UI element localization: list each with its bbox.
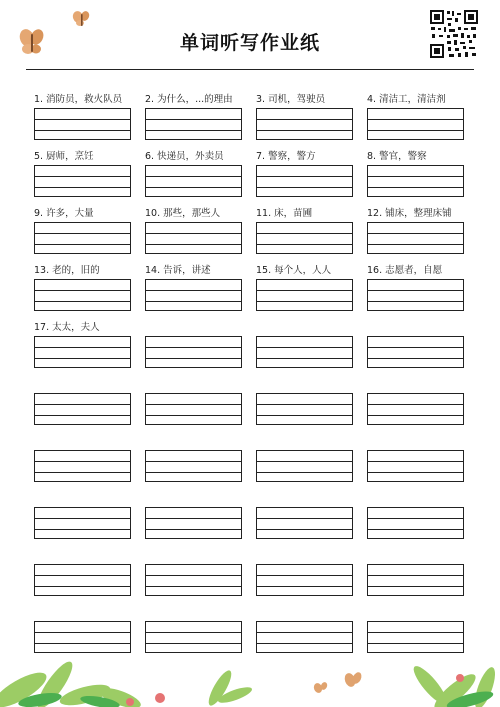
writing-line — [368, 290, 463, 291]
writing-box[interactable] — [145, 564, 242, 596]
writing-line — [257, 290, 352, 291]
word-prompt: 13. 老的，旧的 — [34, 265, 100, 276]
word-prompt: 5. 厨师，烹饪 — [34, 151, 94, 162]
writing-box[interactable] — [256, 507, 353, 539]
writing-box[interactable] — [256, 165, 353, 197]
writing-line — [146, 518, 241, 519]
word-cell — [34, 491, 131, 539]
writing-box[interactable] — [34, 336, 131, 368]
word-cell — [367, 320, 464, 368]
writing-line — [146, 632, 241, 633]
writing-line — [257, 404, 352, 405]
writing-box[interactable] — [34, 279, 131, 311]
word-prompt: 7. 警察，警方 — [256, 151, 316, 162]
word-cell — [34, 92, 131, 140]
word-prompt — [34, 491, 131, 506]
writing-box[interactable] — [145, 336, 242, 368]
writing-line — [368, 358, 463, 359]
word-cell — [145, 377, 242, 425]
writing-line — [257, 119, 352, 120]
writing-box[interactable] — [367, 450, 464, 482]
writing-line — [368, 575, 463, 576]
word-prompt: 12. 铺床，整理床铺 — [367, 208, 452, 219]
writing-line — [146, 301, 241, 302]
writing-box[interactable] — [256, 393, 353, 425]
writing-line — [35, 518, 130, 519]
writing-line — [35, 529, 130, 530]
writing-line — [146, 358, 241, 359]
writing-line — [35, 244, 130, 245]
writing-line — [35, 586, 130, 587]
writing-line — [35, 632, 130, 633]
writing-box[interactable] — [256, 336, 353, 368]
word-prompt — [145, 320, 242, 335]
writing-line — [257, 358, 352, 359]
word-cell — [34, 263, 131, 311]
word-prompt — [256, 377, 353, 392]
writing-box[interactable] — [256, 108, 353, 140]
word-cell — [367, 92, 464, 140]
leaf-decoration — [0, 640, 500, 707]
writing-box[interactable] — [145, 165, 242, 197]
writing-line — [35, 461, 130, 462]
writing-box[interactable] — [34, 222, 131, 254]
word-prompt — [367, 491, 464, 506]
writing-line — [368, 472, 463, 473]
writing-line — [35, 415, 130, 416]
word-prompt: 2. 为什么，...的理由 — [145, 94, 233, 105]
writing-line — [146, 472, 241, 473]
writing-line — [257, 130, 352, 131]
writing-line — [146, 130, 241, 131]
word-prompt — [256, 605, 353, 620]
writing-box[interactable] — [367, 393, 464, 425]
word-prompt: 9. 许多，大量 — [34, 208, 94, 219]
writing-box[interactable] — [145, 393, 242, 425]
writing-box[interactable] — [34, 165, 131, 197]
writing-line — [368, 347, 463, 348]
writing-line — [368, 187, 463, 188]
word-cell — [256, 434, 353, 482]
writing-line — [368, 632, 463, 633]
writing-line — [35, 233, 130, 234]
writing-line — [146, 176, 241, 177]
word-prompt — [256, 434, 353, 449]
word-prompt: 1. 消防员，救火队员 — [34, 94, 123, 105]
writing-box[interactable] — [34, 507, 131, 539]
writing-line — [35, 472, 130, 473]
writing-line — [257, 575, 352, 576]
writing-line — [368, 415, 463, 416]
writing-line — [35, 301, 130, 302]
word-prompt: 15. 每个人，人人 — [256, 265, 332, 276]
word-prompt — [145, 491, 242, 506]
word-cell — [145, 434, 242, 482]
writing-line — [257, 301, 352, 302]
writing-line — [368, 244, 463, 245]
writing-line — [368, 586, 463, 587]
writing-line — [257, 472, 352, 473]
word-cell — [34, 434, 131, 482]
word-cell — [367, 548, 464, 596]
word-prompt: 16. 志愿者，自愿 — [367, 265, 443, 276]
word-prompt — [34, 377, 131, 392]
word-cell — [367, 263, 464, 311]
word-cell — [34, 548, 131, 596]
writing-box[interactable] — [256, 222, 353, 254]
writing-box[interactable] — [34, 564, 131, 596]
word-cell — [256, 491, 353, 539]
writing-box[interactable] — [34, 108, 131, 140]
writing-line — [257, 586, 352, 587]
writing-line — [257, 415, 352, 416]
writing-line — [146, 233, 241, 234]
writing-line — [35, 119, 130, 120]
writing-line — [257, 347, 352, 348]
word-cell — [34, 149, 131, 197]
writing-line — [146, 404, 241, 405]
word-prompt — [367, 377, 464, 392]
writing-box[interactable] — [145, 450, 242, 482]
writing-line — [35, 130, 130, 131]
word-prompt — [145, 434, 242, 449]
word-cell — [145, 548, 242, 596]
page-title: 单词听写作业纸 — [179, 32, 320, 54]
writing-box[interactable] — [34, 450, 131, 482]
word-prompt: 17. 太太，夫人 — [34, 322, 100, 333]
writing-line — [35, 290, 130, 291]
writing-line — [146, 290, 241, 291]
writing-box[interactable] — [145, 108, 242, 140]
word-prompt: 11. 床，苗圃 — [256, 208, 313, 219]
butterfly-icon — [72, 10, 92, 28]
word-prompt: 3. 司机，驾驶员 — [256, 94, 326, 105]
writing-line — [368, 518, 463, 519]
word-prompt: 6. 快递员，外卖员 — [145, 151, 224, 162]
word-cell — [145, 206, 242, 254]
word-prompt — [34, 605, 131, 620]
writing-line — [35, 575, 130, 576]
writing-box[interactable] — [34, 393, 131, 425]
word-cell — [367, 491, 464, 539]
word-cell — [367, 434, 464, 482]
writing-line — [257, 518, 352, 519]
writing-line — [146, 119, 241, 120]
word-prompt — [256, 548, 353, 563]
word-cell — [256, 377, 353, 425]
word-cell — [256, 548, 353, 596]
writing-line — [146, 529, 241, 530]
word-prompt — [34, 548, 131, 563]
word-cell — [145, 149, 242, 197]
word-cell — [145, 263, 242, 311]
writing-line — [35, 176, 130, 177]
writing-line — [257, 244, 352, 245]
writing-line — [146, 461, 241, 462]
word-cell — [145, 320, 242, 368]
word-cell — [34, 206, 131, 254]
writing-box[interactable] — [367, 165, 464, 197]
word-prompt — [145, 605, 242, 620]
word-cell — [367, 377, 464, 425]
word-prompt — [145, 548, 242, 563]
writing-line — [368, 529, 463, 530]
word-prompt — [367, 320, 464, 335]
writing-box[interactable] — [145, 507, 242, 539]
writing-box[interactable] — [145, 279, 242, 311]
writing-line — [146, 415, 241, 416]
writing-line — [146, 244, 241, 245]
word-cell — [256, 92, 353, 140]
writing-box[interactable] — [145, 222, 242, 254]
word-cell — [256, 206, 353, 254]
writing-line — [146, 586, 241, 587]
word-cell — [34, 377, 131, 425]
writing-box[interactable] — [256, 279, 353, 311]
word-prompt — [367, 548, 464, 563]
word-prompt — [34, 434, 131, 449]
word-cell — [145, 491, 242, 539]
page-header — [0, 0, 500, 72]
word-prompt — [256, 320, 353, 335]
writing-line — [368, 130, 463, 131]
word-prompt: 14. 告诉，讲述 — [145, 265, 211, 276]
writing-line — [257, 233, 352, 234]
word-prompt — [145, 377, 242, 392]
writing-box[interactable] — [367, 222, 464, 254]
writing-box[interactable] — [256, 450, 353, 482]
writing-line — [257, 187, 352, 188]
writing-line — [368, 404, 463, 405]
word-cell — [256, 263, 353, 311]
writing-line — [257, 529, 352, 530]
writing-box[interactable] — [367, 108, 464, 140]
writing-box[interactable] — [367, 564, 464, 596]
word-prompt — [256, 491, 353, 506]
writing-line — [368, 176, 463, 177]
word-cell — [256, 320, 353, 368]
writing-line — [368, 301, 463, 302]
writing-box[interactable] — [367, 279, 464, 311]
title-divider — [26, 69, 474, 70]
word-prompt — [367, 434, 464, 449]
writing-line — [257, 176, 352, 177]
writing-line — [368, 461, 463, 462]
qr-code-icon[interactable] — [429, 9, 479, 59]
word-cell — [367, 149, 464, 197]
writing-line — [35, 187, 130, 188]
writing-box[interactable] — [256, 564, 353, 596]
writing-line — [257, 632, 352, 633]
writing-line — [146, 187, 241, 188]
word-prompt — [367, 605, 464, 620]
writing-line — [146, 575, 241, 576]
writing-line — [146, 347, 241, 348]
writing-line — [368, 119, 463, 120]
word-prompt: 4. 清洁工，清洁剂 — [367, 94, 446, 105]
writing-line — [35, 358, 130, 359]
word-cell — [367, 206, 464, 254]
word-cell — [256, 149, 353, 197]
writing-box[interactable] — [367, 507, 464, 539]
word-prompt: 8. 警官，警察 — [367, 151, 427, 162]
writing-line — [368, 233, 463, 234]
writing-line — [35, 347, 130, 348]
writing-line — [257, 461, 352, 462]
writing-box[interactable] — [367, 336, 464, 368]
word-cell — [34, 320, 131, 368]
word-cell — [145, 92, 242, 140]
word-prompt: 10. 那些，那些人 — [145, 208, 221, 219]
writing-line — [35, 404, 130, 405]
